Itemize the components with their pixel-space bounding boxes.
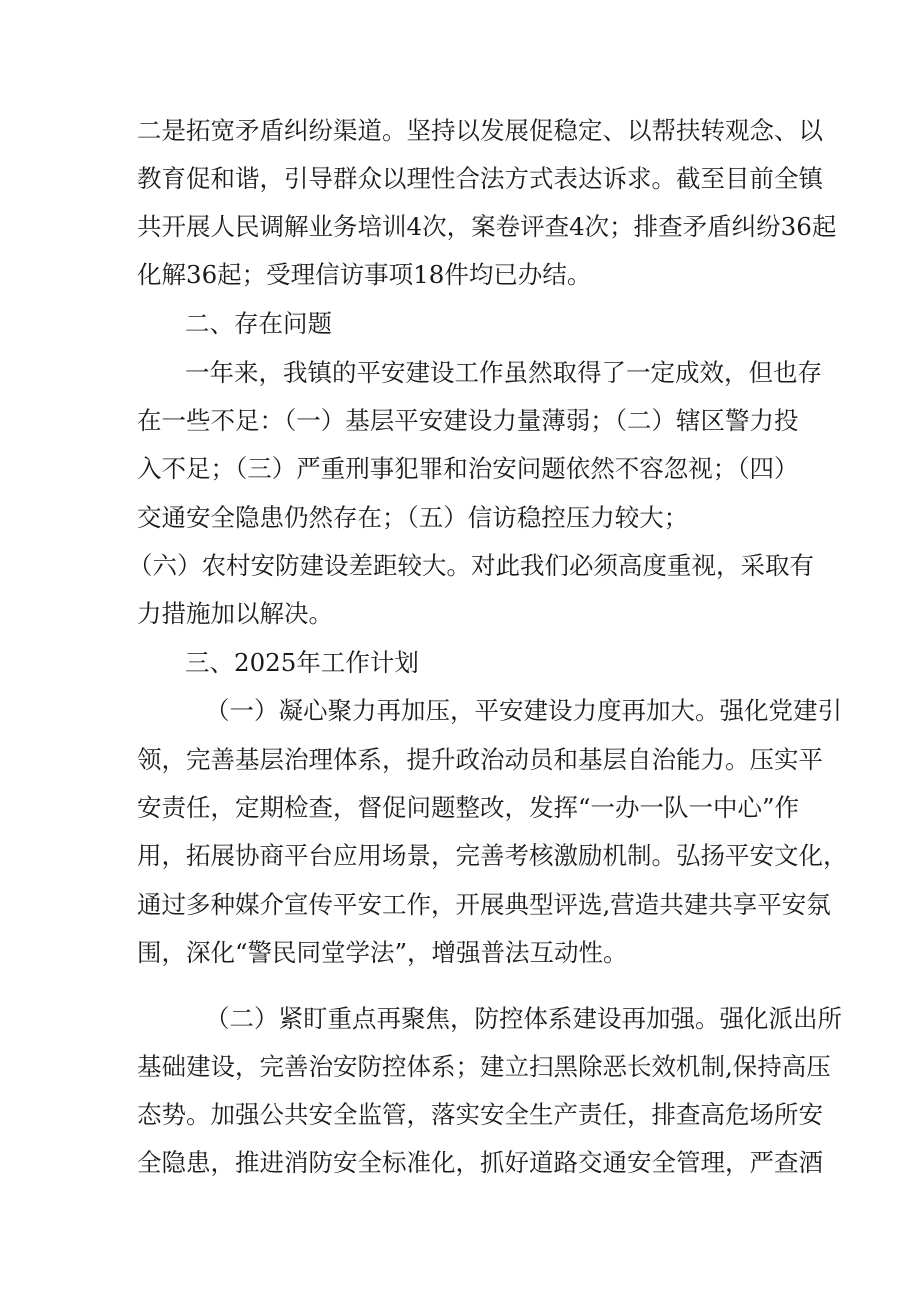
text-line-4: 化解36起；受理信访事项18件均已办结。 — [137, 260, 592, 289]
text-line-18: 围，深化“警民同堂学法”，增强普法互动性。 — [137, 938, 628, 967]
text-line-1: 二是拓宽矛盾纠纷渠道。坚持以发展促稳定、以帮扶转观念、以 — [137, 116, 823, 145]
text-line-3: 共开展人民调解业务培训4次，案卷评查4次；排查矛盾纠纷36起 — [137, 212, 837, 241]
text-line-16: 用，拓展协商平台应用场景，完善考核激励机制。弘扬平安文化， — [137, 841, 848, 870]
text-line-21: 态势。加强公共安全监管，落实安全生产责任，排查高危场所安 — [137, 1100, 823, 1129]
text-line-9: 交通安全隐患仍然存在；（五）信访稳控压力较大； — [137, 503, 689, 532]
text-line-8: 入不足；（三）严重刑事犯罪和治安问题依然不容忽视；（四） — [137, 454, 799, 483]
text-line-14: 领，完善基层治理体系，提升政治动员和基层自治能力。压实平 — [137, 745, 823, 774]
section-heading-plan: 三、2025年工作计划 — [185, 648, 419, 677]
text-line-7: 在一些不足：（一）基层平安建设力量薄弱；（二）辖区警力投 — [137, 406, 799, 435]
text-line-17: 通过多种媒介宣传平安工作，开展典型评选,营造共建共享平安氛 — [137, 890, 831, 919]
text-line-19: （二）紧盯重点再聚焦，防控体系建设再加强。强化派出所 — [205, 1004, 842, 1033]
text-line-10: （六）农村安防建设差距较大。对此我们必须高度重视，采取有 — [128, 551, 814, 580]
text-line-20: 基础建设，完善治安防控体系；建立扫黑除恶长效机制,保持高压 — [137, 1052, 831, 1081]
section-heading-problems: 二、存在问题 — [185, 309, 332, 338]
text-line-13: （一）凝心聚力再加压，平安建设力度再加大。强化党建引 — [205, 696, 842, 725]
text-line-15: 安责任，定期检查，督促问题整改，发挥“一办一队一中心”作 — [137, 793, 800, 822]
text-line-11: 力措施加以解决。 — [137, 599, 333, 628]
text-line-22: 全隐患，推进消防安全标准化，抓好道路交通安全管理，严查酒 — [137, 1148, 823, 1177]
text-line-6: 一年来，我镇的平安建设工作虽然取得了一定成效，但也存 — [185, 358, 822, 387]
text-line-2: 教育促和谐，引导群众以理性合法方式表达诉求。截至目前全镇 — [137, 164, 823, 193]
